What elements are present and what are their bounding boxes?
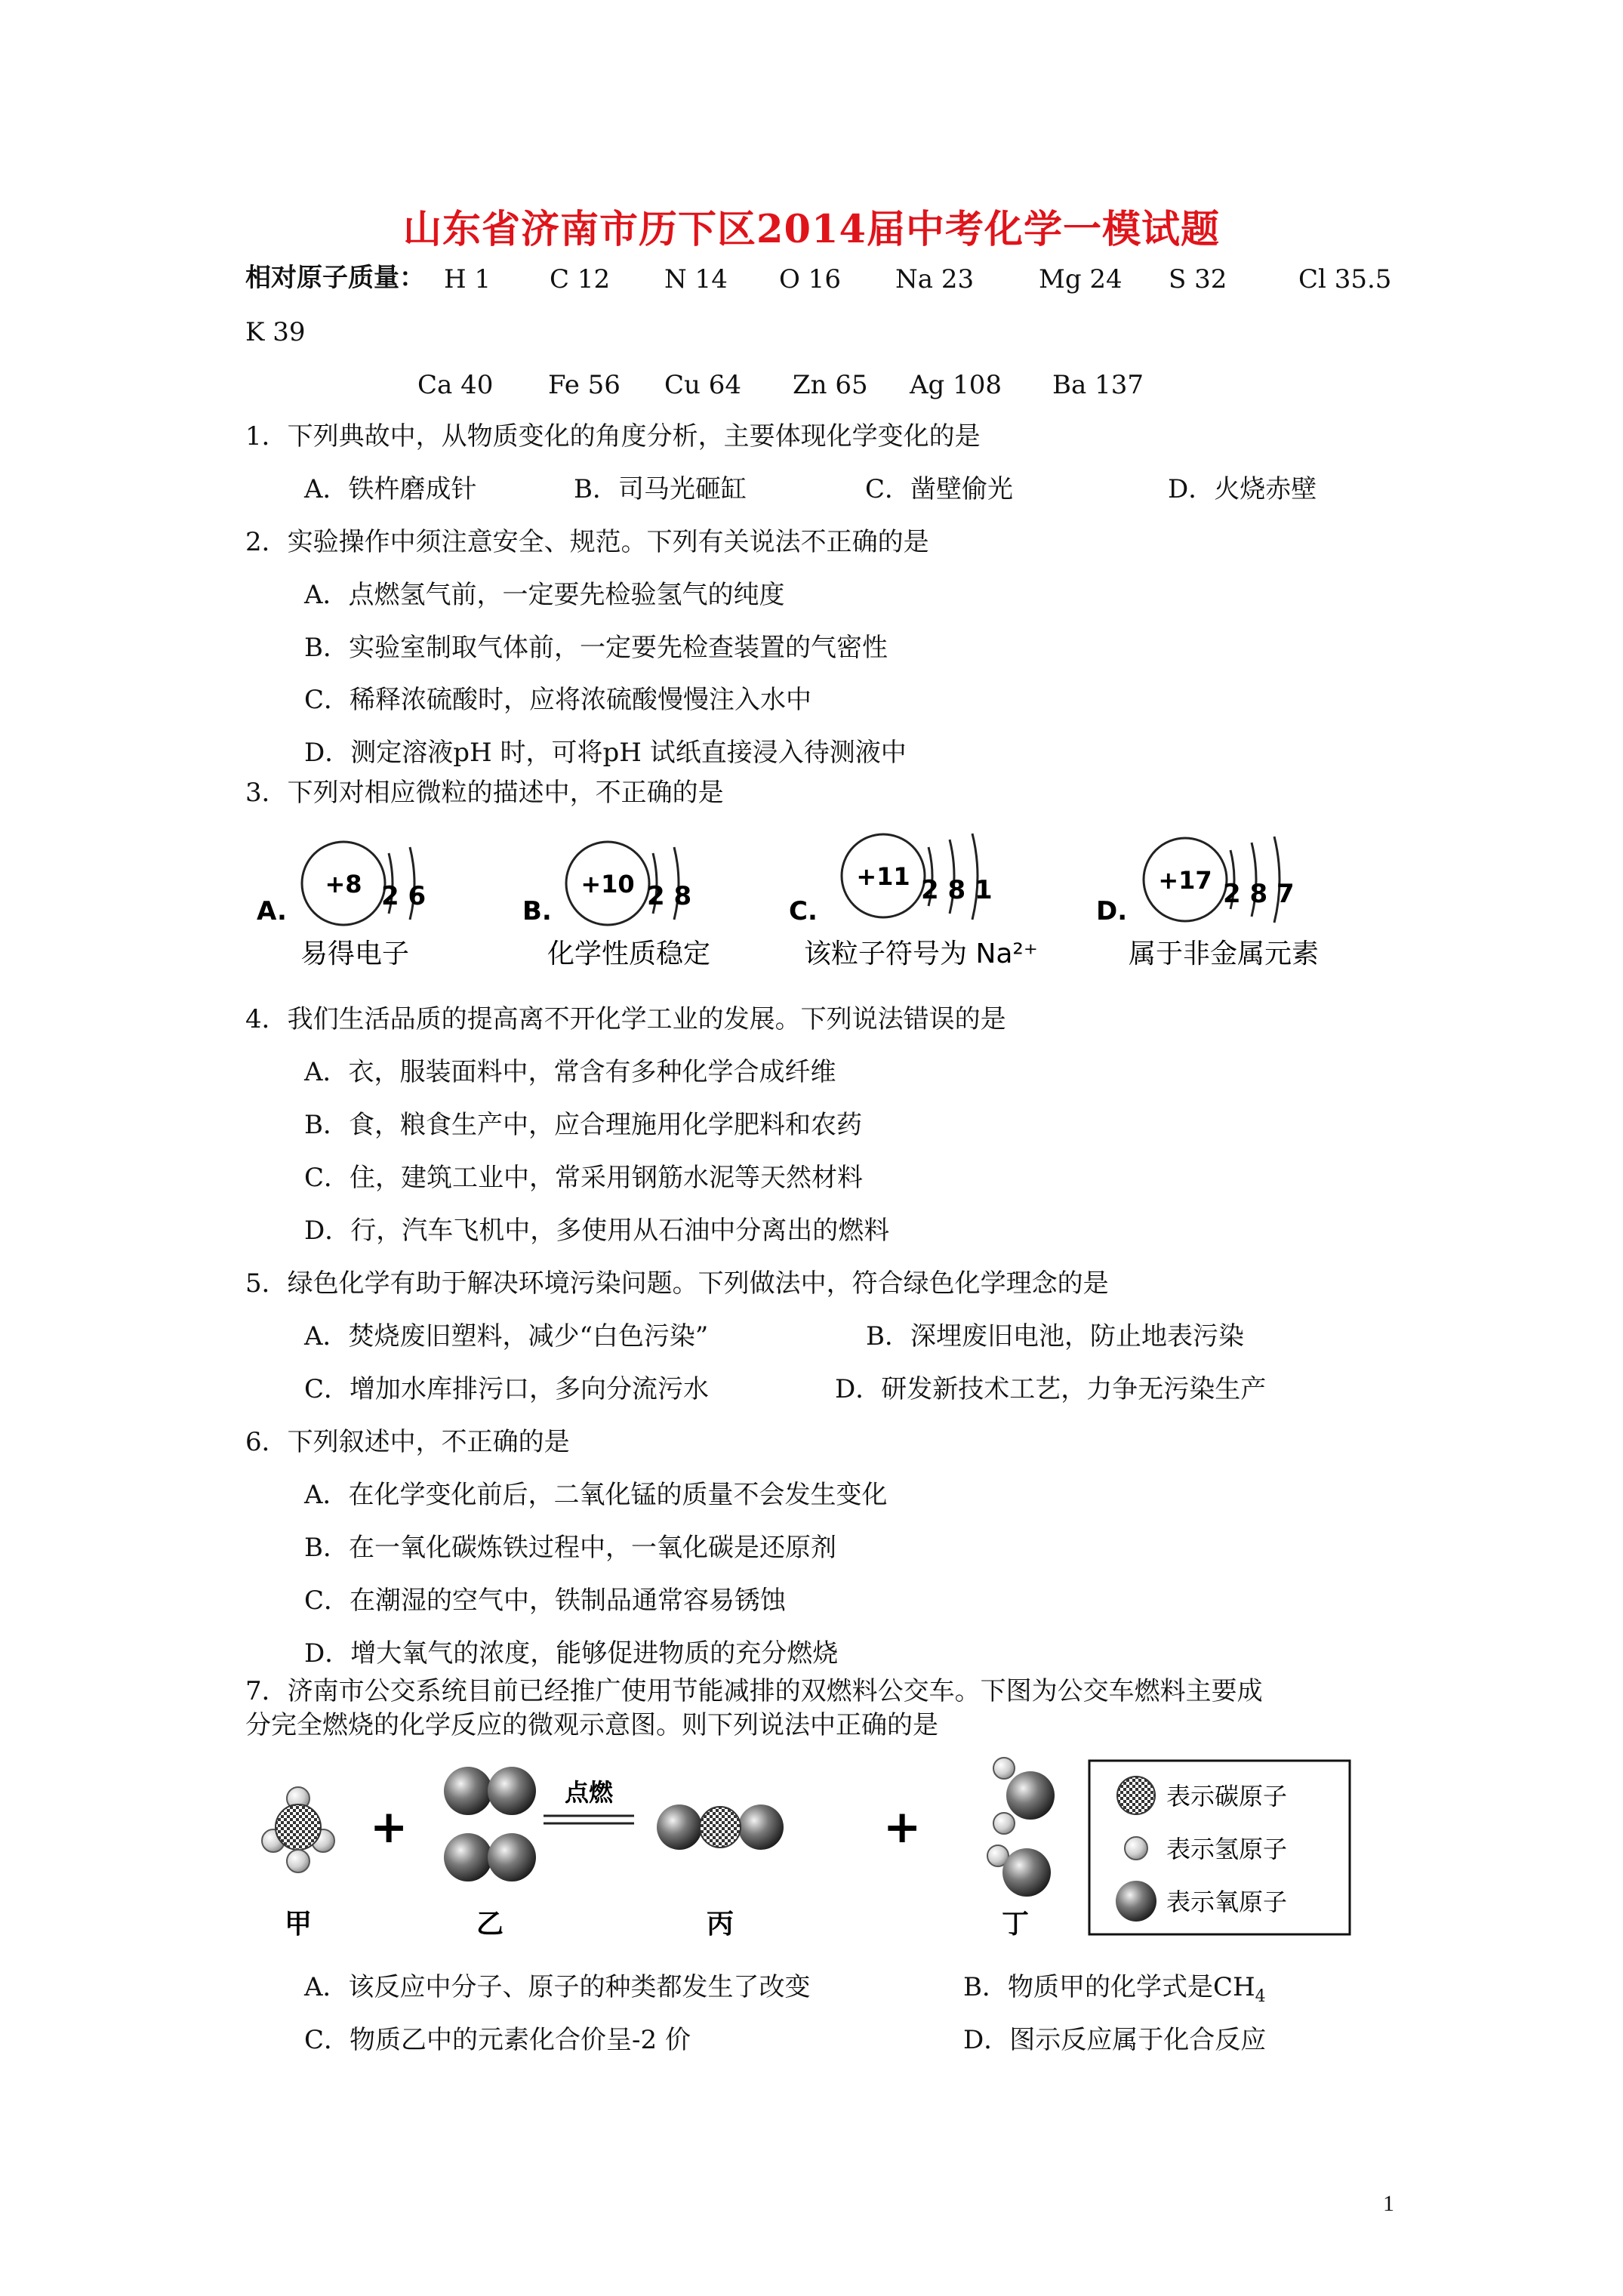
mass-zn: Zn 65 [793,370,868,400]
atom-a-letter: A. [257,896,287,926]
legend-hydrogen-label: 表示氢原子 [1166,1835,1288,1863]
q4-stem: 4．我们生活品质的提高离不开化学工业的发展。下列说法错误的是 [245,1004,1006,1034]
label-yi: 乙 [476,1909,504,1940]
q4-option-a: A．衣，服装面料中，常含有多种化学合成纤维 [304,1057,836,1087]
atom-d [1096,837,1319,969]
mass-ag: Ag 108 [910,370,1002,400]
mass-k: K 39 [245,317,306,347]
atom-b-letter: B. [522,896,552,926]
q1-stem: 1．下列典故中，从物质变化的角度分析，主要体现化学变化的是 [245,421,981,451]
q1-option-c: C．凿壁偷光 [865,474,1014,504]
q5-option-d: D．研发新技术工艺，力争无污染生产 [835,1374,1267,1404]
q5-stem: 5．绿色化学有助于解决环境污染问题。下列做法中，符合绿色化学理念的是 [245,1268,1109,1299]
q6-option-b: B．在一氧化碳炼铁过程中，一氧化碳是还原剂 [304,1533,836,1563]
atomic-mass-row-1 [245,263,425,294]
q2-option-b: B．实验室制取气体前，一定要先检查装置的气密性 [304,633,888,663]
label-bing: 丙 [706,1909,735,1940]
atom-c [789,834,1038,969]
reaction-condition: 点燃 [564,1778,614,1807]
legend-hydrogen-icon [1125,1837,1147,1860]
atom-d-nucleus-charge: +17 [1158,866,1212,895]
q2-option-c: C．稀释浓硫酸时，应将浓硫酸慢慢注入水中 [304,685,812,715]
mass-na: Na 23 [895,264,975,294]
q6-stem: 6．下列叙述中，不正确的是 [245,1427,570,1457]
q5-option-c: C．增加水库排污口，多向分流污水 [304,1374,710,1404]
q5-option-a: A．焚烧废旧塑料，减少“白色污染” [304,1321,709,1351]
atomic-mass-label: 相对原子质量： [245,263,425,293]
q1-option-d: D．火烧赤壁 [1168,474,1317,504]
legend-carbon-icon [1117,1777,1155,1814]
atom-c-letter: C. [789,896,818,926]
molecule-methane [262,1787,334,1872]
atom-structure-diagrams [249,831,1351,982]
mass-n: N 14 [664,264,728,294]
q6-option-d: D．增大氧气的浓度，能够促进物质的充分燃烧 [304,1638,839,1669]
q7-option-b-text: B．物质甲的化学式是 [963,1972,1213,2002]
atom-a [257,842,426,969]
atom-a-shells: 2 6 [381,881,427,911]
legend-carbon-label: 表示碳原子 [1166,1782,1288,1811]
q7-option-c: C．物质乙中的元素化合价呈-2 价 [304,2025,691,2055]
mass-o: O 16 [779,264,841,294]
atom-c-caption: 该粒子符号为 Na²⁺ [804,938,1038,969]
mass-c: C 12 [550,264,611,294]
q7-option-b-formula: CH [1213,1972,1255,2002]
plus-sign-2: + [883,1801,922,1854]
reaction-micro-diagram [242,1752,1359,1952]
q3-stem: 3．下列对相应微粒的描述中，不正确的是 [245,778,724,808]
atom-b-caption: 化学性质稳定 [547,938,711,969]
q7-option-b [963,1972,1266,2007]
atom-a-caption: 易得电子 [300,938,410,969]
legend [1089,1761,1350,1934]
mass-ca: Ca 40 [417,370,494,400]
q5-option-b: B．深埋废旧电池，防止地表污染 [866,1321,1244,1351]
q2-option-a: A．点燃氢气前，一定要先检验氢气的纯度 [304,580,785,610]
label-ding: 丁 [1001,1909,1030,1940]
legend-oxygen-icon [1116,1881,1156,1922]
legend-oxygen-label: 表示氧原子 [1166,1888,1288,1916]
label-jia: 甲 [284,1909,313,1940]
molecule-water-pair [987,1758,1055,1897]
mass-cl: Cl 35.5 [1298,264,1392,294]
q4-option-c: C．住，建筑工业中，常采用钢筋水泥等天然材料 [304,1163,864,1193]
mass-mg: Mg 24 [1039,264,1123,294]
page-title: 山东省济南市历下区2014届中考化学一模试题 [403,207,1220,252]
mass-fe: Fe 56 [548,370,621,400]
mass-ba: Ba 137 [1052,370,1144,400]
atom-c-shells: 2 8 1 [921,875,993,905]
q7-stem-line-2: 分完全燃烧的化学反应的微观示意图。则下列说法中正确的是 [245,1710,938,1740]
atom-b [522,842,710,969]
atom-d-letter: D. [1096,896,1128,926]
q7-option-b-subscript: 4 [1255,1986,1266,2006]
q2-option-d: D．测定溶液pH 时，可将pH 试纸直接浸入待测液中 [304,738,907,768]
page-number: 1 [1383,2191,1394,2216]
q2-stem: 2．实验操作中须注意安全、规范。下列有关说法不正确的是 [245,527,929,557]
atom-c-nucleus-charge: +11 [856,862,910,891]
mass-h: H 1 [444,264,491,294]
q6-option-c: C．在潮湿的空气中，铁制品通常容易锈蚀 [304,1586,787,1616]
q4-option-b: B．食，粮食生产中，应合理施用化学肥料和农药 [304,1110,862,1140]
atom-d-caption: 属于非金属元素 [1129,938,1320,969]
molecule-oxygen-pair [444,1767,536,1881]
q1-option-b: B．司马光砸缸 [574,474,747,504]
q1-option-a: A．铁杵磨成针 [304,474,477,504]
molecule-carbon-dioxide [657,1804,784,1850]
q7-stem-line-1: 7．济南市公交系统目前已经推广使用节能减排的双燃料公交车。下图为公交车燃料主要成 [245,1676,1263,1706]
q4-option-d: D．行，汽车飞机中，多使用从石油中分离出的燃料 [304,1216,890,1246]
q7-option-a: A．该反应中分子、原子的种类都发生了改变 [304,1972,811,2002]
q6-option-a: A．在化学变化前后，二氧化锰的质量不会发生变化 [304,1480,888,1510]
q7-option-d: D．图示反应属于化合反应 [963,2025,1267,2055]
atom-b-nucleus-charge: +10 [581,870,635,898]
atom-b-shells: 2 8 [647,881,692,911]
mass-cu: Cu 64 [664,370,741,400]
mass-s: S 32 [1169,264,1227,294]
plus-sign-1: + [370,1801,408,1854]
atom-d-shells: 2 8 7 [1223,879,1295,909]
atom-a-nucleus-charge: +8 [325,870,362,898]
